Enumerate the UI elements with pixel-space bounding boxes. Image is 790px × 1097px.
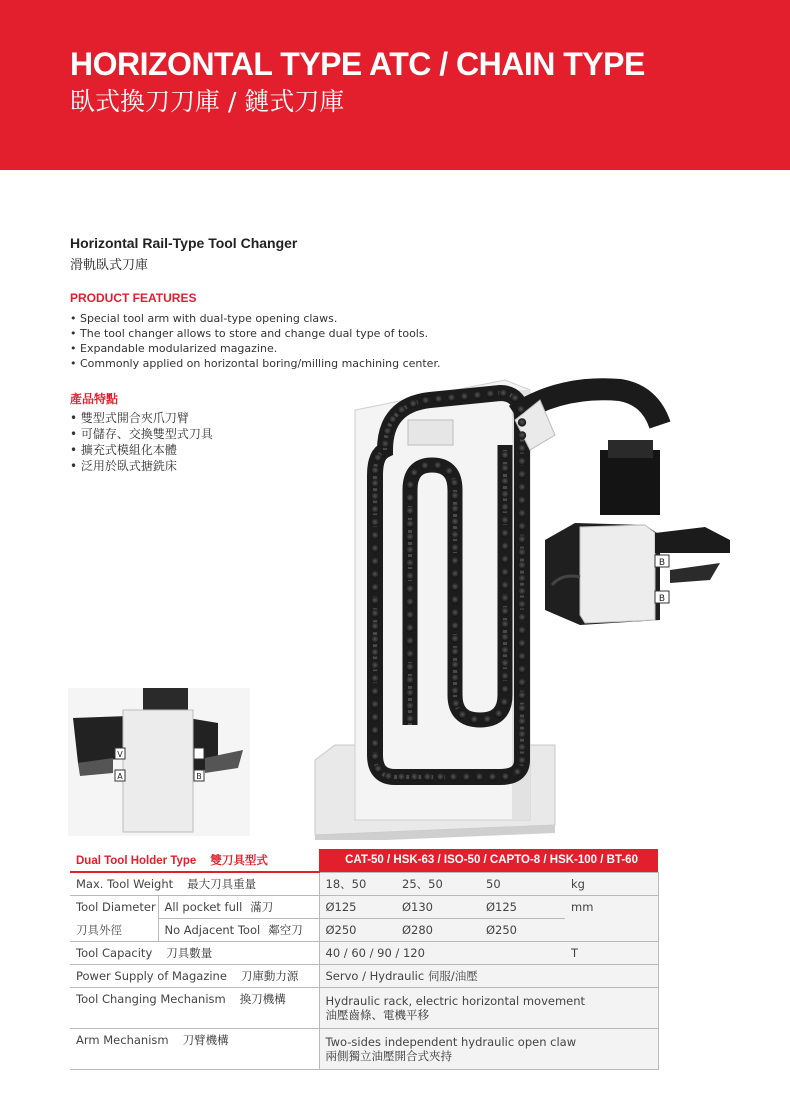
tool-pocket (406, 507, 414, 515)
claw-label-b: B (658, 558, 666, 568)
tool-pocket (371, 570, 379, 578)
tool-pocket (501, 451, 509, 459)
list-item: • Commonly applied on horizontal boring/milling machining center. (70, 356, 440, 371)
tool-pocket (501, 607, 509, 615)
tool-pocket (406, 663, 414, 671)
tool-pocket (421, 396, 429, 404)
tool-pocket (518, 730, 526, 738)
tool-pocket (371, 752, 379, 760)
tool-pocket (451, 609, 459, 617)
tool-pocket (381, 440, 389, 448)
tool-pocket (501, 477, 509, 485)
tool-pocket (451, 596, 459, 604)
tool-pocket (406, 689, 414, 697)
tool-pocket (421, 462, 429, 470)
tool-pocket (434, 395, 442, 403)
features-list-chinese (70, 410, 213, 474)
tool-pocket (518, 457, 526, 465)
tool-pocket (517, 405, 525, 413)
table-cell: Ø125 (319, 896, 396, 919)
tool-pocket (406, 559, 414, 567)
tool-pocket (501, 646, 509, 654)
table-cell: Ø125 (480, 896, 565, 919)
table-cell: 25、50 (396, 872, 480, 896)
tool-pocket (501, 516, 509, 524)
tool-pocket (460, 392, 468, 400)
tool-pocket (518, 535, 526, 543)
tool-pocket (518, 483, 526, 491)
tool-pocket (406, 585, 414, 593)
tool-pocket (511, 394, 519, 402)
tool-pocket (406, 520, 414, 528)
tool-pocket (406, 611, 414, 619)
table-row (70, 942, 658, 965)
claw-label-a: A (117, 772, 123, 781)
tool-pocket (501, 529, 509, 537)
tool-pocket (518, 470, 526, 478)
table-header-left (70, 849, 319, 872)
page-title-chinese: 臥式換刀刀庫 / 鏈式刀庫 (70, 87, 345, 116)
tool-pocket (518, 678, 526, 686)
tool-pocket (406, 715, 414, 723)
tool-pocket (451, 544, 459, 552)
tool-pocket (397, 773, 405, 781)
tool-pocket (501, 659, 509, 667)
tool-pocket (501, 594, 509, 602)
claw-label-v: V (117, 750, 123, 759)
tool-pocket (406, 624, 414, 632)
table-cell: 40 / 60 / 90 / 120 (319, 942, 565, 965)
tool-pocket (518, 431, 526, 439)
tool-pocket (518, 704, 526, 712)
tool-pocket (518, 756, 526, 764)
tool-pocket (447, 394, 455, 402)
tool-pocket (450, 479, 458, 487)
row-label: Tool Capacity (76, 946, 153, 960)
header-banner (0, 0, 790, 170)
tool-pocket (451, 648, 459, 656)
row-label: Max. Tool Weight (76, 877, 174, 891)
table-header-zh: 雙刀具型式 (210, 855, 268, 867)
tool-pocket (371, 713, 379, 721)
row-sublabel-zh: 鄰空刀 (268, 923, 303, 937)
list-item: • Expandable modularized magazine. (70, 341, 440, 356)
tool-pocket (451, 492, 459, 500)
table-row (70, 849, 658, 872)
tool-pocket (371, 648, 379, 656)
row-label: Power Supply of Magazine (76, 969, 227, 983)
tool-pocket (518, 743, 526, 751)
tool-pocket (374, 765, 382, 773)
tool-pocket (495, 710, 503, 718)
list-item: • Special tool arm with dual-type opening claws. (70, 311, 440, 326)
tool-pocket (518, 717, 526, 725)
table-cell: Ø250 (319, 919, 396, 942)
features-heading: PRODUCT FEATURES (70, 291, 197, 305)
list-item: • 擴充式模組化本體 (70, 442, 213, 458)
table-cell: Ø130 (396, 896, 480, 919)
tool-pocket (452, 700, 460, 708)
tool-pocket (518, 561, 526, 569)
table-row (70, 988, 658, 1029)
tool-pocket (462, 773, 470, 781)
tool-pocket (436, 773, 444, 781)
row-label-zh: 刀具數量 (166, 946, 213, 960)
tool-changer-image (300, 365, 750, 840)
tool-pocket (371, 622, 379, 630)
tool-pocket (501, 581, 509, 589)
row-label: Arm Mechanism (76, 1033, 169, 1047)
list-item: • 雙型式開合夾爪刀臂 (70, 410, 213, 426)
tool-pocket (371, 544, 379, 552)
tool-pocket (518, 496, 526, 504)
row-label: Tool Diameter (76, 900, 156, 915)
tool-pocket (409, 400, 417, 408)
table-cell: Servo / Hydraulic 伺服/油壓 (319, 965, 658, 988)
table-row (70, 896, 658, 919)
tool-pocket (501, 672, 509, 680)
tool-pocket (518, 626, 526, 634)
tool-pocket (371, 466, 379, 474)
tool-pocket (406, 546, 414, 554)
table-cell-zh: 油壓齒條、電機平移 (325, 1008, 429, 1022)
tool-pocket (451, 505, 459, 513)
tool-pocket (501, 464, 509, 472)
row-sublabel: All pocket full (164, 900, 243, 914)
tool-pocket (451, 518, 459, 526)
tool-pocket (371, 479, 379, 487)
table-cell-unit: T (565, 942, 658, 965)
table-cell: 50 (480, 872, 565, 896)
row-sublabel-zh: 滿刀 (250, 900, 274, 914)
tool-pocket (397, 406, 405, 414)
tool-pocket (406, 481, 414, 489)
table-row (70, 1029, 658, 1070)
row-label-zh: 刀臂機構 (182, 1033, 229, 1047)
tool-pocket (371, 505, 379, 513)
tool-pocket (518, 600, 526, 608)
tool-pocket (374, 454, 382, 462)
table-cell-zh: 兩側獨立油壓開合式夾持 (325, 1049, 452, 1063)
tool-pocket (518, 509, 526, 517)
tool-pocket (451, 635, 459, 643)
section-title: Horizontal Rail-Type Tool Changer (70, 235, 298, 251)
tool-pocket (470, 715, 478, 723)
tool-pocket (501, 633, 509, 641)
tool-pocket (406, 702, 414, 710)
claw-detail-image (68, 688, 250, 836)
tool-pocket (371, 674, 379, 682)
tool-pocket (371, 492, 379, 500)
tool-pocket (371, 596, 379, 604)
tool-pocket (500, 698, 508, 706)
tool-pocket (371, 687, 379, 695)
table-header-right: CAT-50 / HSK-63 / ISO-50 / CAPTO-8 / HSK-100 / BT-60 (319, 849, 658, 872)
tool-pocket (513, 768, 521, 776)
tool-pocket (445, 467, 453, 475)
tool-pocket (406, 676, 414, 684)
tool-pocket (518, 639, 526, 647)
tool-pocket (475, 773, 483, 781)
tool-pocket (473, 391, 481, 399)
tool-pocket (410, 469, 418, 477)
tool-pocket (518, 613, 526, 621)
row-label-zh: 刀庫動力源 (240, 969, 299, 983)
tool-pocket (410, 773, 418, 781)
table-cell: Ø280 (396, 919, 480, 942)
tool-pocket (518, 587, 526, 595)
tool-pocket (451, 583, 459, 591)
tool-pocket (451, 570, 459, 578)
table-cell-unit: mm (565, 896, 658, 942)
features-heading-chinese: 產品特點 (70, 392, 119, 406)
spec-table (70, 849, 659, 1070)
tool-pocket (451, 557, 459, 565)
tool-pocket (501, 773, 509, 781)
features-list (70, 311, 440, 371)
table-header-en: Dual Tool Holder Type (76, 855, 197, 867)
tool-pocket (406, 650, 414, 658)
tool-pocket (501, 555, 509, 563)
row-sublabel: No Adjacent Tool (164, 923, 261, 937)
tool-pocket (486, 390, 494, 398)
row-label-zh: 換刀機構 (239, 992, 286, 1006)
tool-pocket (371, 518, 379, 526)
tool-pocket (406, 598, 414, 606)
tool-pocket (434, 461, 442, 469)
table-row (70, 965, 658, 988)
tool-pocket (371, 635, 379, 643)
tool-pocket (406, 494, 414, 502)
tool-pocket (501, 490, 509, 498)
tool-pocket (389, 415, 397, 423)
row-label: Tool Changing Mechanism (76, 992, 226, 1006)
tool-pocket (501, 503, 509, 511)
tool-pocket (501, 685, 509, 693)
page-title: HORIZONTAL TYPE ATC / CHAIN TYPE (70, 46, 645, 82)
tool-pocket (371, 726, 379, 734)
tool-pocket (501, 542, 509, 550)
claw-label-b: B (196, 772, 202, 781)
tool-pocket (449, 773, 457, 781)
tool-pocket (483, 715, 491, 723)
table-cell: 18、50 (319, 872, 396, 896)
tool-pocket (406, 533, 414, 541)
tool-pocket (371, 739, 379, 747)
tool-pocket (371, 700, 379, 708)
tool-pocket (518, 691, 526, 699)
tool-pocket (458, 711, 466, 719)
tool-pocket (451, 674, 459, 682)
row-label-zh: 刀具外徑 (70, 919, 158, 942)
table-cell: Two-sides independent hydraulic open claw (325, 1035, 577, 1049)
tool-pocket (371, 609, 379, 617)
tool-pocket (451, 687, 459, 695)
tool-pocket (518, 665, 526, 673)
tool-pocket (518, 574, 526, 582)
list-item: • 泛用於臥式搪銑床 (70, 458, 213, 474)
list-item: • 可儲存、交換雙型式刀具 (70, 426, 213, 442)
tool-pocket (384, 772, 392, 780)
tool-pocket (451, 531, 459, 539)
tool-pocket (451, 661, 459, 669)
tool-pocket (518, 418, 526, 426)
tool-pocket (371, 557, 379, 565)
tool-pocket (518, 652, 526, 660)
row-label-zh: 最大刀具重量 (187, 877, 257, 891)
tool-pocket (518, 548, 526, 556)
table-cell: Hydraulic rack, electric horizontal movement (325, 994, 586, 1008)
tool-pocket (383, 427, 391, 435)
tool-pocket (488, 773, 496, 781)
tool-pocket (406, 637, 414, 645)
tool-pocket (406, 572, 414, 580)
tool-pocket (371, 531, 379, 539)
tool-pocket (518, 444, 526, 452)
tool-pocket (371, 583, 379, 591)
table-cell: Ø250 (480, 919, 565, 942)
tool-pocket (451, 622, 459, 630)
tool-pocket (499, 389, 507, 397)
tool-pocket (501, 620, 509, 628)
claw-label-b: B (658, 594, 666, 604)
tool-pocket (423, 773, 431, 781)
tool-pocket (518, 522, 526, 530)
table-cell-unit: kg (565, 872, 658, 896)
table-row (70, 872, 658, 896)
tool-pocket (371, 661, 379, 669)
list-item: • The tool changer allows to store and change dual type of tools. (70, 326, 440, 341)
section-subtitle: 滑軌臥式刀庫 (70, 258, 149, 273)
tool-pocket (501, 568, 509, 576)
